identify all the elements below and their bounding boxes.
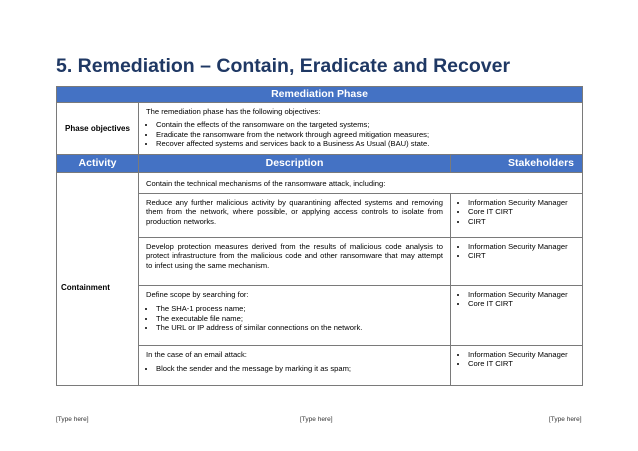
objective-item: • Contain the effects of the ransomware on the targeted systems; [156, 120, 575, 129]
scope-item: • The SHA-1 process name; [156, 304, 443, 313]
stakeholder-item: • CIRT [468, 217, 575, 226]
stakeholder-item: • Information Security Manager [468, 198, 575, 207]
objective-item: • Recover affected systems and services back to a Business As Usual (BAU) state. [156, 139, 575, 148]
header-activity: Activity [57, 155, 139, 173]
stakeholder-item: • Core IT CIRT [468, 207, 575, 216]
row-stakeholders [451, 346, 583, 386]
row-description: Reduce any further malicious activity by quarantining affected systems and removing them from the network, where possible, or applying access controls to isolate from production networks. [139, 194, 451, 238]
footer-right: [Type here] [549, 416, 582, 423]
phase-objectives-intro: The remediation phase has the following objectives: [146, 107, 321, 116]
row-description [139, 286, 451, 346]
containment-label: Containment [57, 173, 139, 386]
scope-list [146, 304, 443, 332]
stakeholder-item: • Core IT CIRT [468, 299, 575, 308]
stakeholder-item: • Information Security Manager [468, 242, 575, 251]
footer-center: [Type here] [300, 416, 333, 423]
phase-objectives-row [57, 103, 583, 155]
row-stakeholders [451, 194, 583, 238]
email-list [146, 364, 443, 373]
header-description: Description [139, 155, 451, 173]
footer-left: [Type here] [56, 416, 89, 423]
scope-intro: Define scope by searching for: [146, 290, 249, 299]
row-description: Develop protection measures derived from the results of malicious code analysis to protect infrastructure from the malicious code and other ransomware that may attempt to infect using the same mechanism. [139, 238, 451, 286]
containment-intro: Contain the technical mechanisms of the ransomware attack, including: [139, 173, 583, 194]
stakeholder-item: • Core IT CIRT [468, 359, 575, 368]
email-intro: In the case of an email attack: [146, 350, 247, 359]
phase-objectives-list [146, 120, 575, 148]
band-row [57, 87, 583, 103]
phase-objectives-label: Phase objectives [57, 103, 139, 155]
objective-item: • Eradicate the ransomware from the network through agreed mitigation measures; [156, 130, 575, 139]
remediation-table [56, 86, 583, 386]
stakeholder-item: • Information Security Manager [468, 350, 575, 359]
containment-intro-row [57, 173, 583, 194]
band-title: Remediation Phase [57, 87, 583, 103]
phase-objectives-cell [139, 103, 583, 155]
header-row [57, 155, 583, 173]
stakeholder-item: • CIRT [468, 251, 575, 260]
scope-item: • The executable file name; [156, 314, 443, 323]
row-description [139, 346, 451, 386]
row-stakeholders [451, 238, 583, 286]
scope-item: • The URL or IP address of similar connections on the network. [156, 323, 443, 332]
row-stakeholders [451, 286, 583, 346]
stakeholder-item: • Information Security Manager [468, 290, 575, 299]
page-title: 5. Remediation – Contain, Eradicate and Recover [56, 55, 511, 77]
header-stakeholders: Stakeholders [451, 155, 583, 173]
email-item: • Block the sender and the message by marking it as spam; [156, 364, 443, 373]
